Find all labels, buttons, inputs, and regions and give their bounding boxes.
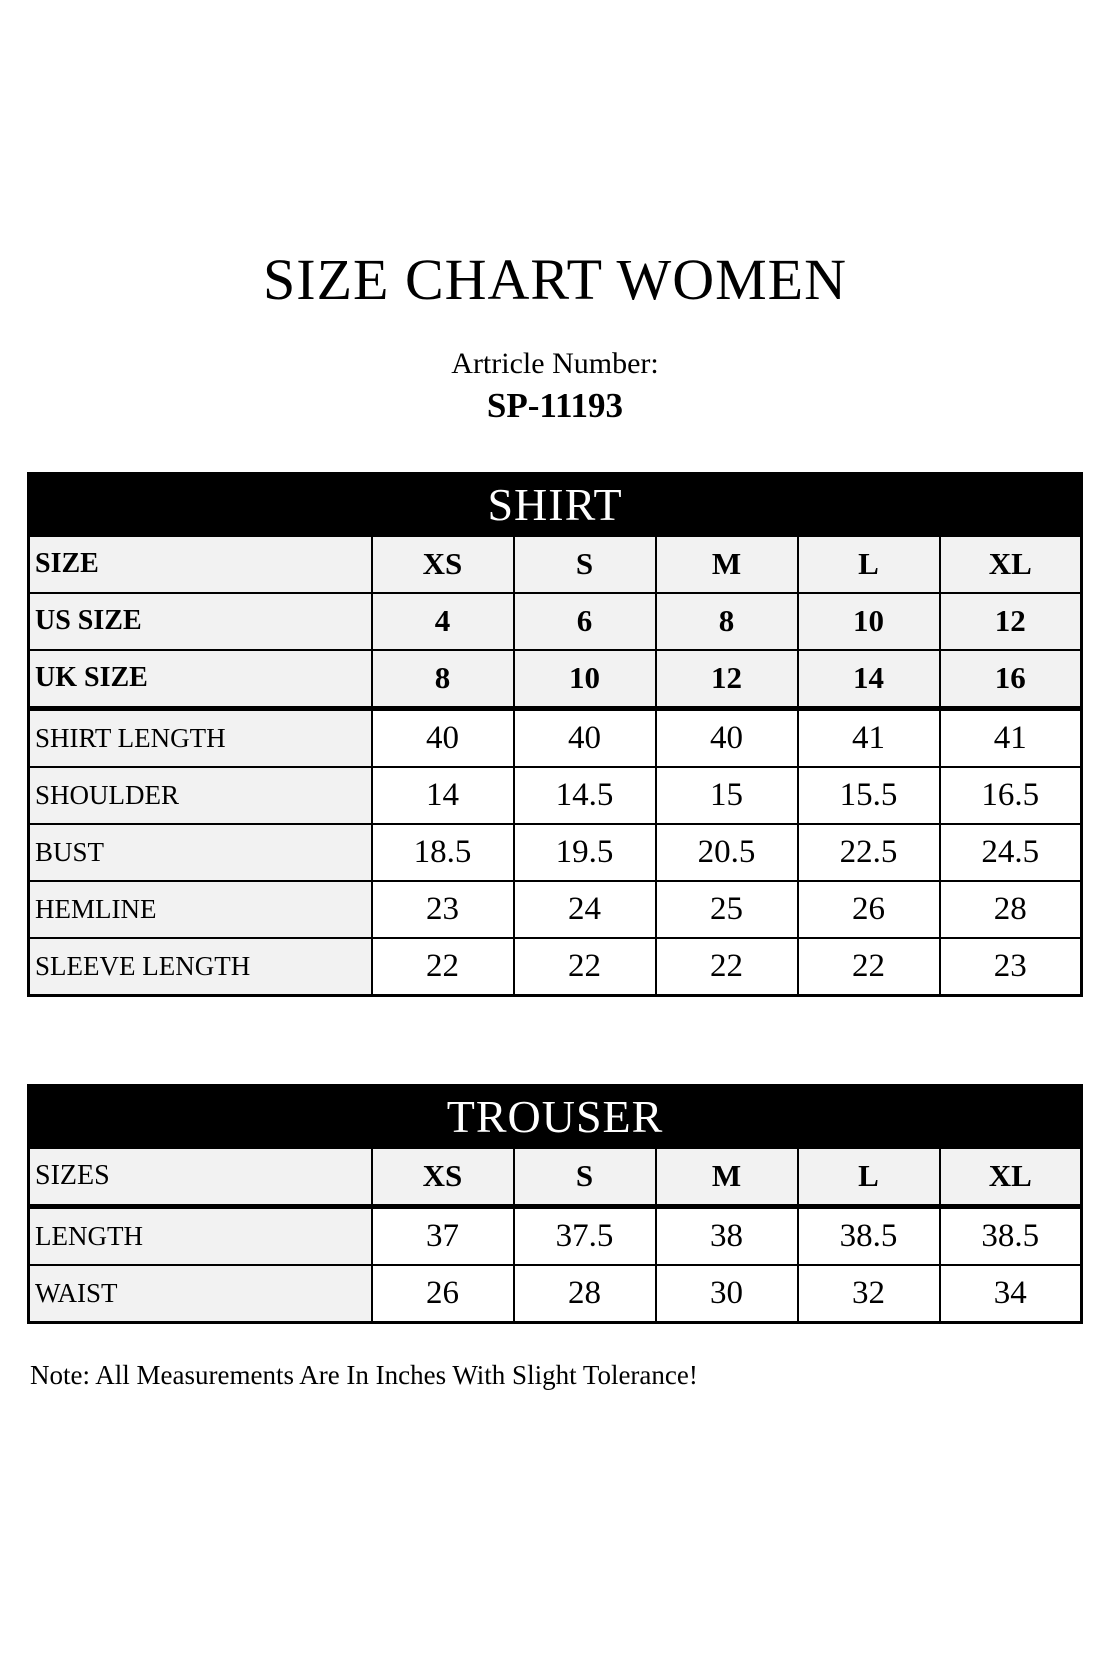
cell-value: 22 [372,938,514,996]
table-row [29,650,1082,709]
spacer [0,426,1110,472]
cell-value: XL [940,1148,1082,1207]
cell-value: 23 [940,938,1082,996]
cell-value: 15 [656,767,798,824]
cell-value: 28 [940,881,1082,938]
table-row [29,536,1082,593]
cell-value: 30 [656,1265,798,1323]
row-label: UK SIZE [29,650,372,709]
table-row [29,881,1082,938]
shirt-table-title: SHIRT [29,473,1082,536]
cell-value: 15.5 [798,767,940,824]
row-label: WAIST [29,1265,372,1323]
article-number-value: SP-11193 [486,385,624,425]
row-label: SHOULDER [29,767,372,824]
row-label: SLEEVE LENGTH [29,938,372,996]
cell-value: M [656,1148,798,1207]
cell-value: 8 [656,593,798,650]
cell-value: XS [372,536,514,593]
cell-value: 40 [656,708,798,767]
cell-value: 12 [656,650,798,709]
cell-value: 18.5 [372,824,514,881]
cell-value: 38.5 [940,1206,1082,1265]
cell-value: 41 [940,708,1082,767]
cell-value: 14 [798,650,940,709]
table-row [29,1148,1082,1207]
table-row [29,593,1082,650]
cell-value: 22 [656,938,798,996]
row-label: SIZE [29,536,372,593]
cell-value: 23 [372,881,514,938]
shirt-table-banner [29,473,1082,536]
row-label: SHIRT LENGTH [29,708,372,767]
page-title: SIZE CHART WOMEN [263,247,847,312]
cell-value: 10 [798,593,940,650]
cell-value: 22 [514,938,656,996]
table-row [29,1206,1082,1265]
cell-value: 22.5 [798,824,940,881]
cell-value: 6 [514,593,656,650]
cell-value: 41 [798,708,940,767]
cell-value: 40 [514,708,656,767]
article-number-label: Artricle Number: [451,346,659,380]
table-row [29,1265,1082,1323]
cell-value: 40 [372,708,514,767]
trouser-table-banner [29,1085,1082,1148]
cell-value: 26 [372,1265,514,1323]
cell-value: 25 [656,881,798,938]
table-row [29,824,1082,881]
cell-value: 37.5 [514,1206,656,1265]
cell-value: 38.5 [798,1206,940,1265]
shirt-size-table [27,472,1083,997]
cell-value: 34 [940,1265,1082,1323]
cell-value: 12 [940,593,1082,650]
row-label: HEMLINE [29,881,372,938]
trouser-size-table [27,1084,1083,1324]
cell-value: 24.5 [940,824,1082,881]
cell-value: 4 [372,593,514,650]
cell-value: XL [940,536,1082,593]
cell-value: 24 [514,881,656,938]
cell-value: S [514,1148,656,1207]
cell-value: 37 [372,1206,514,1265]
cell-value: 8 [372,650,514,709]
trouser-table-title: TROUSER [29,1085,1082,1148]
cell-value: XS [372,1148,514,1207]
row-label: LENGTH [29,1206,372,1265]
spacer [0,997,1110,1084]
cell-value: L [798,1148,940,1207]
cell-value: 16.5 [940,767,1082,824]
cell-value: 28 [514,1265,656,1323]
cell-value: 38 [656,1206,798,1265]
cell-value: S [514,536,656,593]
cell-value: 22 [798,938,940,996]
row-label: SIZES [29,1148,372,1207]
table-row [29,938,1082,996]
note-text: Note: All Measurements Are In Inches With Slight Tolerance! [30,1359,698,1390]
cell-value: 32 [798,1265,940,1323]
cell-value: M [656,536,798,593]
row-label: BUST [29,824,372,881]
table-row [29,708,1082,767]
cell-value: 14 [372,767,514,824]
cell-value: 19.5 [514,824,656,881]
cell-value: 14.5 [514,767,656,824]
table-row [29,767,1082,824]
cell-value: L [798,536,940,593]
cell-value: 26 [798,881,940,938]
cell-value: 10 [514,650,656,709]
cell-value: 20.5 [656,824,798,881]
cell-value: 16 [940,650,1082,709]
row-label: US SIZE [29,593,372,650]
